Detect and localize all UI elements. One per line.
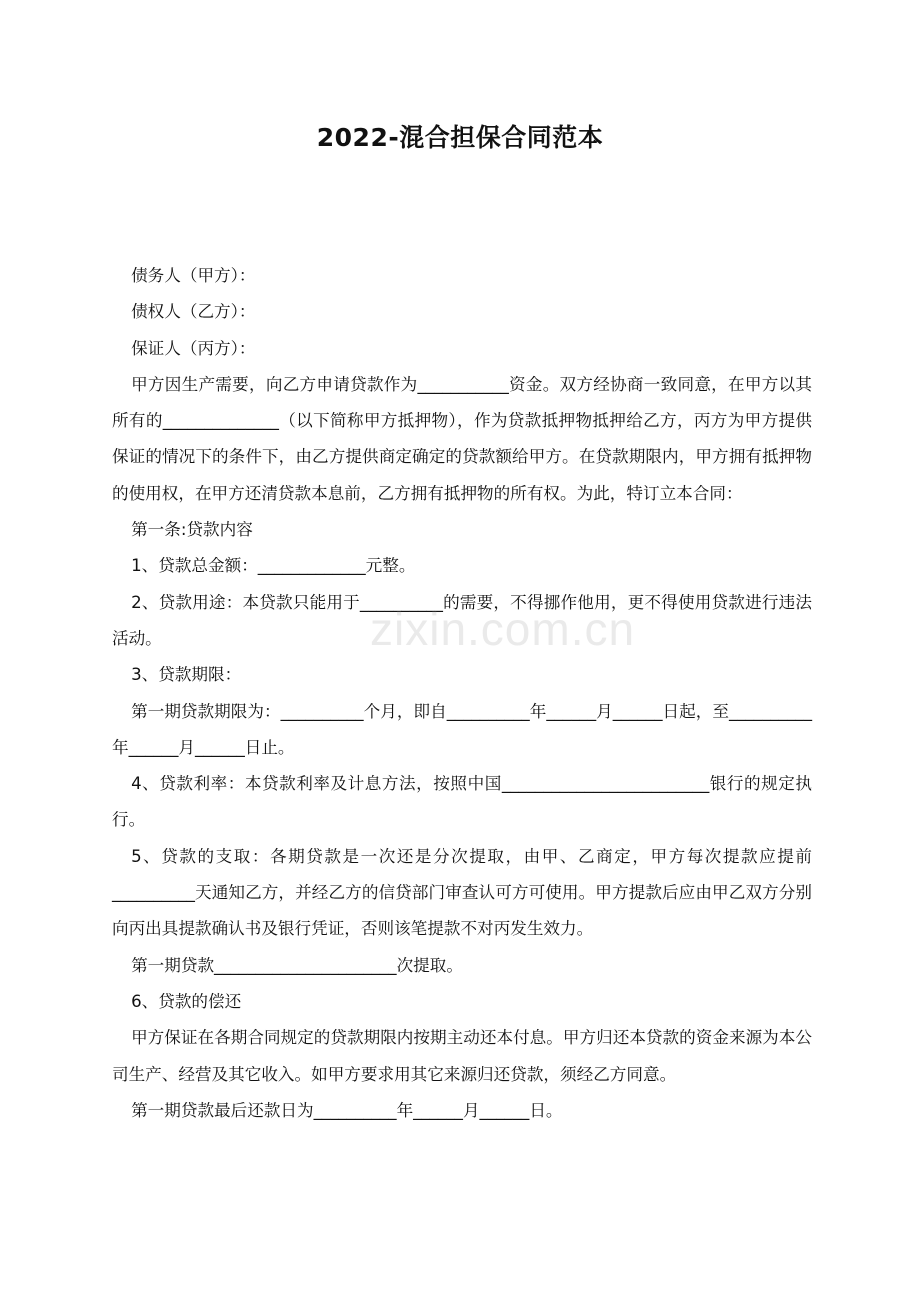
watermark: zixin.com.cn — [370, 603, 636, 655]
clause-final-repayment-date: 第一期贷款最后还款日为__________年______月______日。 — [131, 1100, 563, 1120]
clause-loan-term-heading: 3、贷款期限： — [131, 665, 242, 685]
document-body — [112, 258, 812, 1129]
paragraph-preamble: 甲方因生产需要，向乙方申请贷款作为___________资金。双方经协商一致同意，在甲方以其所有的______________（以下简称甲方抵押物），作为贷款抵押物抵押给乙方，丙方为甲方提供保证的情况下的条件下，由乙方提供商定确定的贷款额给甲方。在贷款期限内，甲方拥有抵押物的使用权，在甲方还清贷款本息前，乙方拥有抵押物的所有权。为此，特订立本合同： — [112, 374, 812, 503]
clause-loan-purpose: 2、贷款用途：本贷款只能用于__________的需要，不得挪作他用，更不得使用贷款进行违法活动。 — [112, 592, 812, 648]
paragraph-debtor: 债务人（甲方）： — [131, 266, 256, 285]
clause-loan-amount: 1、贷款总金额：_____________元整。 — [131, 556, 416, 576]
clause-repayment: 甲方保证在各期合同规定的贷款期限内按期主动还本付息。甲方归还本贷款的资金来源为本公司生产、经营及其它收入。如甲方要求用其它来源归还贷款，须经乙方同意。 — [112, 1028, 812, 1084]
clause-interest-rate: 4、贷款利率：本贷款利率及计息方法，按照中国_________________________银行的规定执行。 — [112, 774, 812, 830]
paragraph-creditor: 债权人（乙方）： — [131, 302, 256, 322]
article-1-heading: 第一条:贷款内容 — [131, 520, 253, 540]
clause-withdrawal: 5、贷款的支取：各期贷款是一次还是分次提取，由甲、乙商定，甲方每次提款应提前__________天通知乙方，并经乙方的信贷部门审查认可方可使用。甲方提款后应由甲乙双方分别向丙出具提款确认书及银行凭证，否则该笔提款不对丙发生效力。 — [112, 846, 812, 939]
document-title: 2022-混合担保合同范本 — [316, 123, 604, 152]
paragraph-guarantor: 保证人（丙方）： — [131, 338, 256, 358]
clause-first-withdrawal: 第一期贷款______________________次提取。 — [131, 955, 463, 975]
clause-repayment-heading: 6、贷款的偿还 — [131, 991, 242, 1011]
clause-loan-term: 第一期贷款期限为：__________个月，即自__________年______月______日起，至__________年______月______日止。 — [112, 701, 812, 757]
